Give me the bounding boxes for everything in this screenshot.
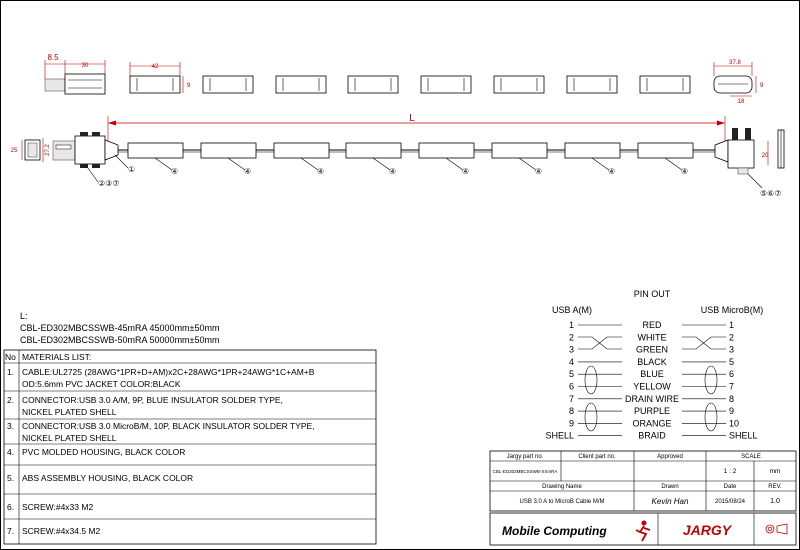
material-line: CONNECTOR:USB 3.0 MicroB/M, 10P, BLACK INSULATOR SOLDER TYPE, xyxy=(22,421,315,431)
dim-connector-a-height: 25 xyxy=(10,148,18,154)
pinout-signal: BLACK xyxy=(637,356,667,367)
pinout-left-header: USB A(M) xyxy=(551,305,593,315)
company-logo: Mobile Computing xyxy=(502,524,607,538)
tb-rev-header: REV. xyxy=(768,484,782,490)
dim-connector-a-offset: 8.5 xyxy=(47,53,59,62)
callout-ferrite: ④ xyxy=(244,167,252,176)
pinout-right-pin: 3 xyxy=(729,344,735,355)
tb-scale-header: SCALE xyxy=(741,454,761,460)
dim-connector-b-side: 20 xyxy=(761,153,769,159)
pinout-left-pin: 5 xyxy=(568,369,574,380)
pinout-left-pin: 4 xyxy=(568,356,574,367)
materials-title: MATERIALS LIST: xyxy=(22,352,92,362)
pinout-right-header: USB MicroB(M) xyxy=(700,305,764,315)
dim-connector-b-length: 37.8 xyxy=(729,60,741,66)
callout-ferrite: ④ xyxy=(462,167,470,176)
tb-drawing-name-header: Drawing Name xyxy=(542,484,582,490)
callout-cable: ① xyxy=(128,165,136,174)
tb-drawing-name: USB 3.0 A to MicroB Cable M/M xyxy=(519,499,605,505)
pinout-left-pin: SHELL xyxy=(545,430,574,441)
length-info-label: L: xyxy=(20,311,28,321)
pinout-signal: BRAID xyxy=(638,430,666,441)
callout-microb: ⑤⑥⑦ xyxy=(760,189,782,198)
material-line: SCREW:#4x33 M2 xyxy=(22,502,94,512)
pinout-right-pin: 7 xyxy=(729,381,735,392)
callout-usb-a: ②③⑦ xyxy=(98,179,120,188)
pinout-left-pin: 2 xyxy=(568,332,574,343)
tb-jargy-part-header: Jargy part no. xyxy=(506,454,544,460)
tb-date-header: Date xyxy=(723,484,737,490)
pinout-right-pin: 5 xyxy=(729,356,735,367)
pinout-signal: PURPLE xyxy=(633,406,671,417)
pinout-left-pin: 7 xyxy=(568,393,574,404)
material-line: PVC MOLDED HOUSING, BLACK COLOR xyxy=(22,447,186,457)
pinout-right-pin: 2 xyxy=(729,332,735,343)
pinout-signal: YELLOW xyxy=(633,381,671,392)
pinout-left-pin: 3 xyxy=(568,344,574,355)
tb-scale: 1 : 2 xyxy=(723,468,737,475)
pinout-left-pin: 1 xyxy=(568,320,574,330)
pinout-left-pin: 9 xyxy=(568,418,574,429)
tb-drawn-by: Kevin Han xyxy=(651,497,689,506)
brand-logo: JARGY xyxy=(682,522,732,538)
dim-ferrite-length: 42 xyxy=(151,64,159,70)
material-no: 6. xyxy=(7,502,15,512)
callout-ferrite: ④ xyxy=(317,167,325,176)
tb-rev: 1.0 xyxy=(770,498,780,505)
dim-cable-length: L xyxy=(409,113,415,124)
material-line: CABLE:UL2725 (28AWG*1PR+D+AM)x2C+28AWG*1PR+24AWG*1C+AM+B xyxy=(22,367,315,377)
length-info-row-1: CBL-ED302MBCSSWB-45mRA 45000mm±50mm xyxy=(20,323,220,333)
pinout-right-pin: 8 xyxy=(729,393,735,404)
callout-ferrite: ④ xyxy=(535,167,543,176)
pinout-right-pin: 1 xyxy=(729,320,735,330)
material-line: ABS ASSEMBLY HOUSING, BLACK COLOR xyxy=(22,473,194,483)
dim-connector-b-sub: 18 xyxy=(737,99,745,105)
tb-approved-header: Approved xyxy=(657,454,683,460)
pinout-signal: WHITE xyxy=(637,332,667,343)
tb-unit: mm xyxy=(769,468,781,475)
material-no: 4. xyxy=(7,447,15,457)
pinout-signal: GREEN xyxy=(635,344,669,355)
dim-connector-a-length: 30 xyxy=(81,63,89,69)
pinout-left-pin: 8 xyxy=(568,406,574,417)
pinout-title: PIN OUT xyxy=(633,289,671,299)
material-no: 5. xyxy=(7,473,15,483)
material-line: SCREW:#4x34.5 M2 xyxy=(22,526,101,536)
material-line: NICKEL PLATED SHELL xyxy=(22,407,117,417)
material-line: NICKEL PLATED SHELL xyxy=(22,433,117,443)
material-line: CONNECTOR:USB 3.0 A/M, 9P, BLUE INSULATOR SOLDER TYPE, xyxy=(22,395,283,405)
materials-col-no: No xyxy=(5,352,16,362)
callout-ferrite: ④ xyxy=(608,167,616,176)
pinout-right-pin: 10 xyxy=(729,418,740,429)
callout-ferrite: ④ xyxy=(171,167,179,176)
length-info-row-2: CBL-ED302MBCSSWB-50mRA 50000mm±50mm xyxy=(20,335,220,345)
material-no: 3. xyxy=(7,421,15,431)
dim-connector-b-height: 9 xyxy=(760,83,764,89)
callout-ferrite: ④ xyxy=(389,167,397,176)
material-no: 2. xyxy=(7,395,15,405)
pinout-signal: ORANGE xyxy=(632,418,672,429)
tb-client-part-header: Client part no. xyxy=(578,454,616,460)
pinout-left-pin: 6 xyxy=(568,381,574,392)
dim-ferrite-height: 9 xyxy=(187,83,191,89)
pinout-right-pin: 9 xyxy=(729,406,735,417)
dim-connector-a-width: 27.2 xyxy=(45,144,51,156)
pinout-signal: BLUE xyxy=(640,369,664,380)
pinout-signal: DRAIN WIRE xyxy=(625,393,679,404)
pinout-right-pin: SHELL xyxy=(729,430,758,441)
tb-date: 2015/08/24 xyxy=(714,499,746,505)
material-no: 7. xyxy=(7,526,15,536)
pinout-signal: RED xyxy=(642,320,662,330)
material-line: OD:5.6mm PVC JACKET COLOR:BLACK xyxy=(22,379,181,389)
tb-drawn-header: Drawn xyxy=(661,484,679,490)
callout-ferrite: ④ xyxy=(681,167,689,176)
material-no: 1. xyxy=(7,367,15,377)
tb-part-no: CBL-ED302MBCSSWB-XXmRA xyxy=(492,469,558,474)
pinout-right-pin: 6 xyxy=(729,369,735,380)
